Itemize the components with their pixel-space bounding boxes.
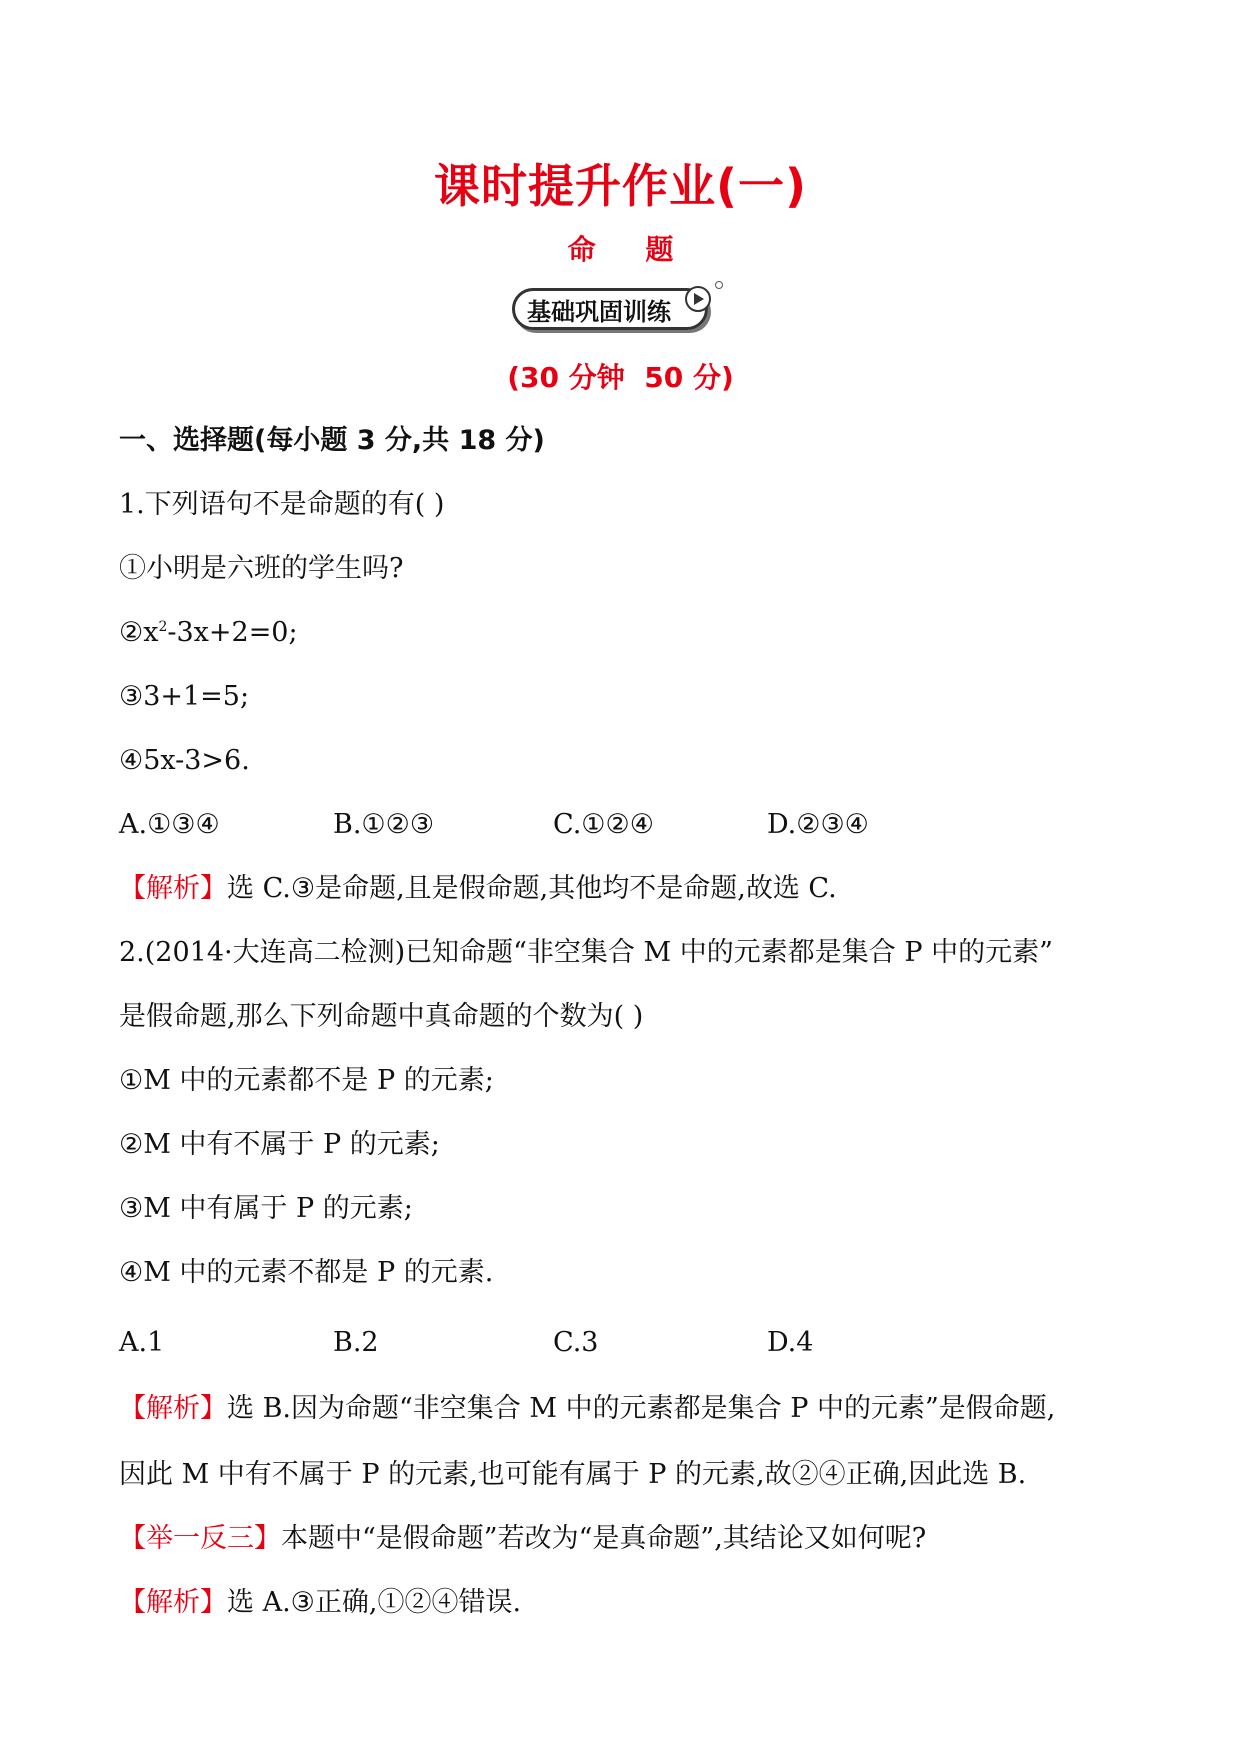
page-subtitle: 命 题 — [567, 233, 674, 266]
analysis-text: 选 B.因为命题“非空集合 M 中的元素都是集合 P 中的元素”是假命题, — [227, 1393, 1056, 1424]
question-2-item-1: ①M 中的元素都不是 P 的元素; — [119, 1065, 494, 1096]
question-2-item-3: ③M 中有属于 P 的元素; — [119, 1193, 413, 1224]
question-2-item-4: ④M 中的元素不都是 P 的元素. — [119, 1257, 494, 1288]
option-a: A.1 — [119, 1327, 165, 1358]
extension-analysis — [119, 1584, 1139, 1622]
question-2-options — [119, 1324, 1139, 1362]
option-c: C.3 — [553, 1327, 599, 1358]
item-2-exponent: 2 — [158, 619, 168, 635]
question-1-item-2 — [119, 614, 1139, 652]
question-2-item-2: ②M 中有不属于 P 的元素; — [119, 1129, 440, 1160]
extension-tag: 【举一反三】 — [119, 1523, 281, 1554]
play-icon — [685, 286, 711, 312]
question-2-analysis-line-2: 因此 M 中有不属于 P 的元素,也可能有属于 P 的元素,故②④正确,因此选 B. — [119, 1459, 1027, 1490]
question-2-analysis-line-1 — [119, 1390, 1139, 1428]
option-c: C.①②④ — [553, 809, 654, 840]
extension-question — [119, 1520, 1139, 1558]
option-d: D.②③④ — [767, 809, 869, 840]
question-2-stem-line-2: 是假命题,那么下列命题中真命题的个数为( ) — [119, 1001, 644, 1032]
question-1-analysis — [119, 870, 1139, 908]
badge-label: 基础巩固训练 — [527, 297, 671, 326]
registered-mark-icon — [715, 281, 723, 289]
question-1-stem: 1.下列语句不是命题的有( ) — [119, 489, 445, 520]
analysis-tag: 【解析】 — [119, 1587, 227, 1618]
section-badge — [512, 288, 708, 330]
analysis-text: 选 C.③是命题,且是假命题,其他均不是命题,故选 C. — [227, 873, 837, 904]
section-heading: 一、选择题(每小题 3 分,共 18 分) — [119, 425, 545, 456]
option-a: A.①③④ — [119, 809, 220, 840]
question-2-stem-line-1: 2.(2014·大连高二检测)已知命题“非空集合 M 中的元素都是集合 P 中的元素” — [119, 937, 1053, 968]
extension-text: 本题中“是假命题”若改为“是真命题”,其结论又如何呢? — [281, 1523, 927, 1554]
question-1-item-3: ③3+1=5; — [119, 681, 250, 712]
item-2-post: -3x+2=0; — [167, 617, 298, 648]
question-1-options — [119, 806, 1139, 844]
analysis-tag: 【解析】 — [119, 1393, 227, 1424]
time-limit: (30 分钟 50 分) — [507, 361, 734, 394]
question-1-item-1: ①小明是六班的学生吗? — [119, 553, 404, 584]
option-b: B.①②③ — [333, 809, 435, 840]
question-1-item-4: ④5x-3>6. — [119, 745, 250, 776]
option-b: B.2 — [333, 1327, 379, 1358]
option-d: D.4 — [767, 1327, 814, 1358]
page-title: 课时提升作业(一) — [433, 159, 808, 213]
analysis-tag: 【解析】 — [119, 873, 227, 904]
analysis-text: 选 A.③正确,①②④错误. — [227, 1587, 522, 1618]
item-2-pre: ②x — [119, 617, 159, 648]
